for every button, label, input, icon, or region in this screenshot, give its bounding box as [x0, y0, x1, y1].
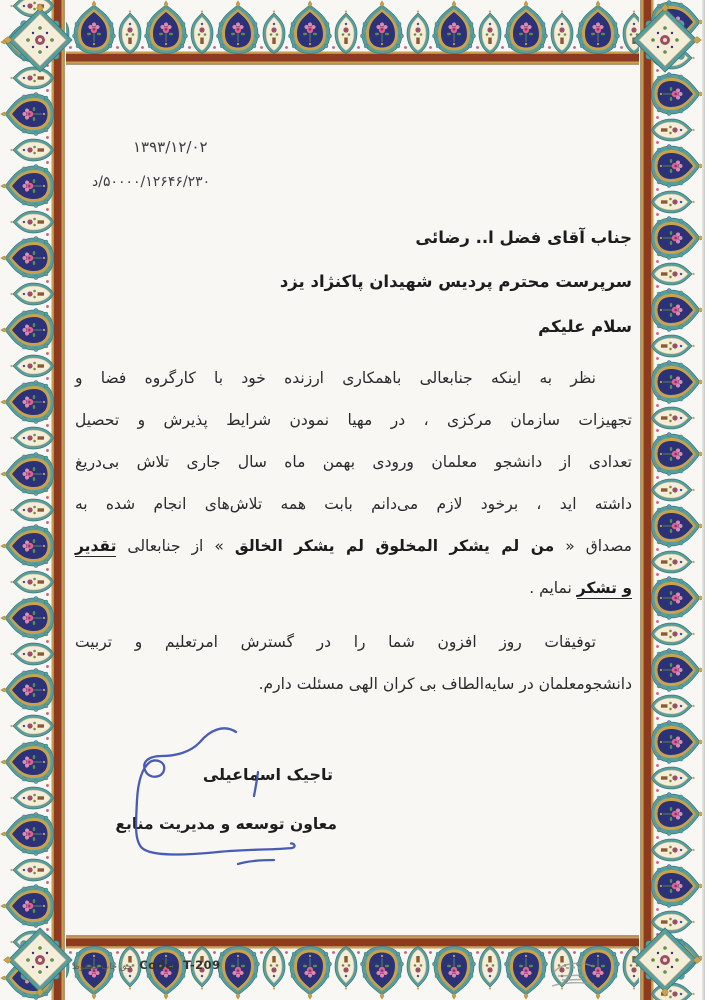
- reference-digits: ۵۰۰۰۰/۱۲۶۴۶/۲۳۰: [102, 174, 211, 190]
- recipient-name: جناب آقای فضل ا.. رضائی: [415, 228, 632, 247]
- body-text: دانشجومعلمان در سایه‌الطاف بی کران الهی مسئلت دارم.: [258, 675, 632, 693]
- reference-prefix: د/: [92, 174, 103, 190]
- body-line: [75, 621, 632, 663]
- body-paragraph-2: [75, 621, 632, 705]
- body-text: تجهیزات سازمان مرکزی ، در مهیا نمودن شرایط پذیرش و تحصیل: [75, 411, 632, 429]
- body-paragraph-1: [75, 357, 632, 609]
- body-text: » از جنابعالی: [116, 537, 235, 555]
- recipient-title: سرپرست محترم پردیس شهیدان پاکنژاد یزد: [279, 272, 632, 291]
- letter-date: ۱۳۹۳/۱۲/۰۲: [133, 138, 208, 156]
- emphasized-text: تقدیر: [75, 537, 117, 555]
- body-line: [75, 399, 632, 441]
- signatory-title: معاون توسعه و مدیریت منابع: [115, 815, 337, 833]
- body-line: [75, 663, 632, 705]
- body-line: [75, 483, 632, 525]
- signatory-name: تاجیک اسماعیلی: [202, 765, 333, 784]
- body-text: من لم یشکر المخلوق لم یشکر الخالق: [234, 537, 555, 555]
- body-text: نمایم .: [529, 579, 577, 597]
- emphasized-text: و تشکر: [576, 579, 632, 597]
- handwritten-signature-scribble: [98, 722, 303, 890]
- copyright-note: حق چاپ محفوظ: [72, 962, 133, 972]
- body-text: تعدادی از دانشجو معلمان ورودی بهمن ماه سال جاری تلاش بی‌دریغ: [75, 453, 632, 471]
- body-text: نظر به اینکه جنابعالی باهمکاری ارزنده خود با کارگروه فضا و: [75, 369, 596, 387]
- body-text: داشته اید ، برخود لازم می‌دانم بابت همه تلاش‌های انجام شده به: [75, 495, 632, 513]
- print-code: Code: T-209: [139, 958, 221, 972]
- body-text: توفیقات روز افزون شما را در گسترش امرتعلیم و تربیت: [75, 633, 596, 651]
- printer-logo-mark: [548, 956, 598, 992]
- body-line: [75, 567, 632, 609]
- body-line: [75, 357, 632, 399]
- body-line: [75, 525, 632, 567]
- letter-reference-number: [92, 174, 210, 190]
- salutation: سلام علیکم: [538, 317, 632, 336]
- body-line: [75, 441, 632, 483]
- body-text: مصداق «: [554, 537, 632, 555]
- footer: [72, 958, 221, 972]
